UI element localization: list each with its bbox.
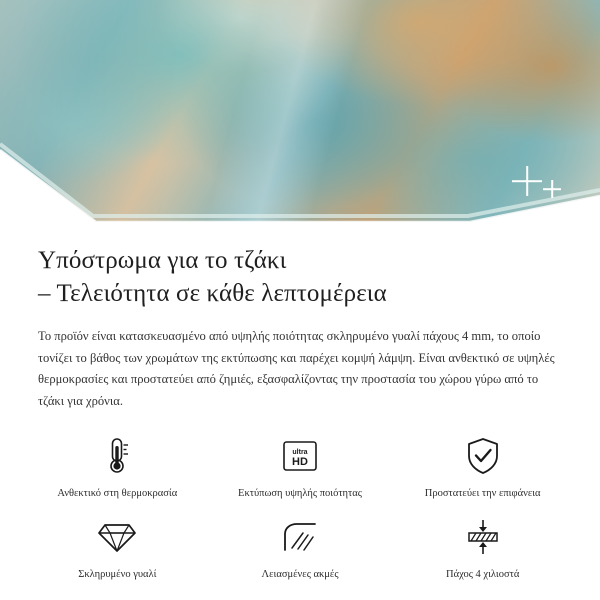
thickness-icon — [461, 515, 505, 559]
glass-panel-artwork — [0, 0, 600, 222]
svg-text:HD: HD — [292, 456, 308, 468]
feature-item — [391, 434, 574, 501]
headline-line-1: Υπόστρωμα για το τζάκι — [38, 247, 287, 274]
text-content — [0, 222, 600, 412]
headline-line-2: – Τελειότητα σε κάθε λεπτομέρεια — [38, 280, 387, 307]
feature-item — [26, 434, 209, 501]
feature-label: Ανθεκτικό στη θερμοκρασία — [57, 488, 178, 499]
smooth-edges-icon — [278, 515, 322, 559]
ultra-hd-icon — [278, 434, 322, 478]
feature-label: Πάχος 4 χιλιοστά — [446, 569, 520, 580]
feature-label: Λειασμένες ακμές — [261, 569, 339, 580]
shield-check-icon — [461, 434, 505, 478]
feature-grid — [0, 434, 600, 582]
feature-label: Σκληρυμένο γυαλί — [78, 569, 157, 580]
page-title — [38, 244, 562, 310]
feature-item — [209, 515, 392, 582]
feature-label: Προστατεύει την επιφάνεια — [424, 488, 541, 499]
feature-item — [26, 515, 209, 582]
feature-label: Εκτύπωση υψηλής ποιότητας — [238, 488, 362, 499]
diamond-icon — [95, 515, 139, 559]
hero-image — [0, 0, 600, 222]
feature-item — [391, 515, 574, 582]
description-paragraph: Το προϊόν είναι κατασκευασμένο από υψηλής ποιότητας σκληρυμένο γυαλί πάχους 4 mm, το οποίο τονίζει το βάθος των χρωμάτων της εκτύπωσης και παρέχει κομψή λάμψη. Είναι ανθεκτικό σε υψηλές θερμοκρασίες και προστατεύει από ζημιές, εξασφαλίζοντας την προστασία του χώρου γύρω από το τζάκι για χρόνια. — [38, 329, 555, 408]
svg-text:ultra: ultra — [292, 449, 308, 456]
feature-item — [209, 434, 392, 501]
thermometer-icon — [95, 434, 139, 478]
